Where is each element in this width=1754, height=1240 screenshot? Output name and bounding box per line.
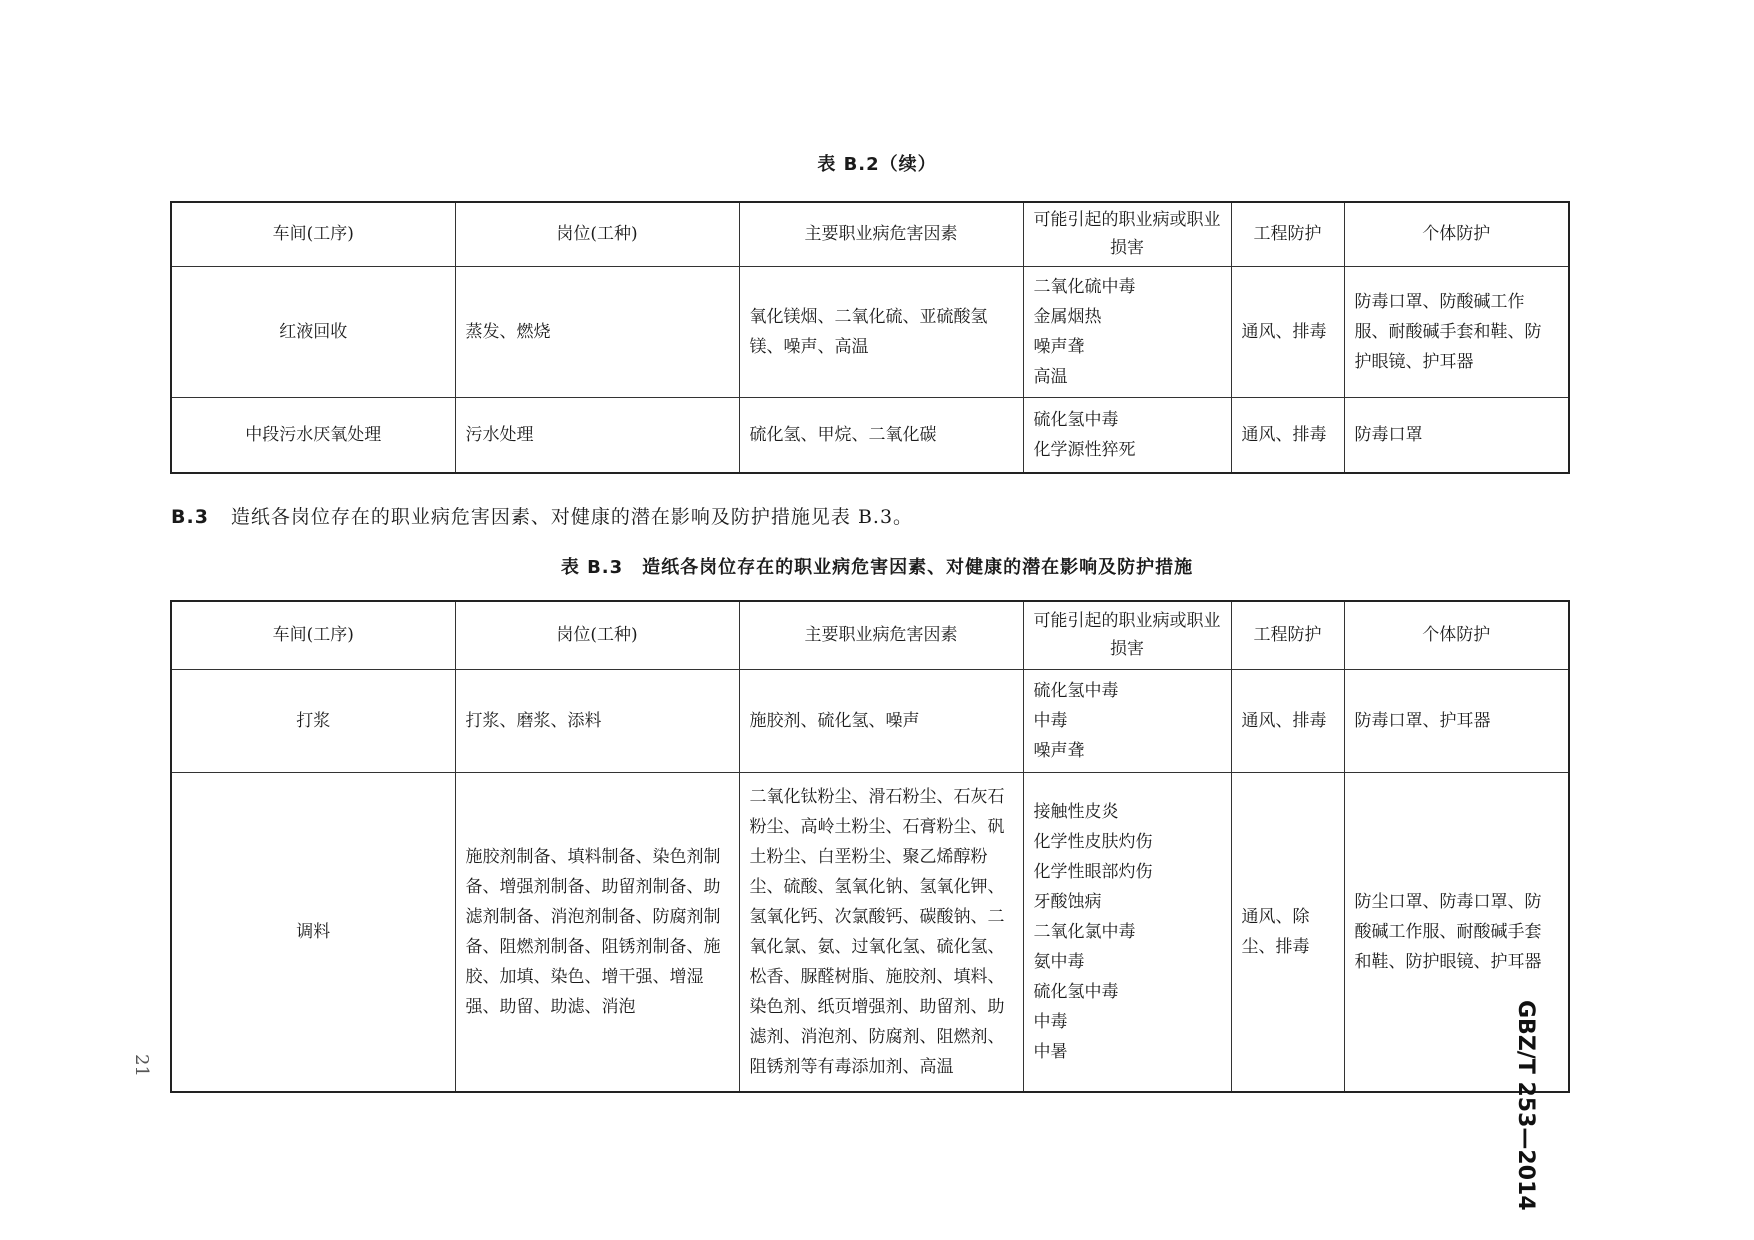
header-hazards: 主要职业病危害因素 [739, 202, 1023, 266]
header-personal: 个体防护 [1344, 601, 1569, 669]
cell-engineering: 通风、排毒 [1231, 669, 1344, 772]
header-post: 岗位(工种) [455, 202, 739, 266]
table-b2 [170, 201, 1570, 474]
cell-workshop: 中段污水厌氧处理 [171, 397, 455, 473]
cell-post: 打浆、磨浆、添料 [455, 669, 739, 772]
header-personal: 个体防护 [1344, 202, 1569, 266]
header-workshop: 车间(工序) [171, 202, 455, 266]
cell-workshop: 调料 [171, 772, 455, 1092]
header-hazards: 主要职业病危害因素 [739, 601, 1023, 669]
table-b3 [170, 600, 1570, 1093]
cell-hazards: 氧化镁烟、二氧化硫、亚硫酸氢镁、噪声、高温 [739, 266, 1023, 397]
table-row [171, 669, 1569, 772]
cell-hazards: 施胶剂、硫化氢、噪声 [739, 669, 1023, 772]
cell-hazards: 二氧化钛粉尘、滑石粉尘、石灰石粉尘、高岭土粉尘、石膏粉尘、矾土粉尘、白垩粉尘、聚乙烯醇粉尘、硫酸、氢氧化钠、氢氧化钾、氢氧化钙、次氯酸钙、碳酸钠、二氧化氯、氨、过氧化氢、硫化氢、松香、脲醛树脂、施胶剂、填料、染色剂、纸页增强剂、助留剂、助滤剂、消泡剂、防腐剂、阻燃剂、阻锈剂等有毒添加剂、高温 [739, 772, 1023, 1092]
cell-post: 蒸发、燃烧 [455, 266, 739, 397]
cell-workshop: 打浆 [171, 669, 455, 772]
table-row [171, 266, 1569, 397]
header-diseases: 可能引起的职业病或职业损害 [1023, 202, 1231, 266]
header-workshop: 车间(工序) [171, 601, 455, 669]
section-b3-paragraph [171, 502, 913, 529]
cell-personal: 防毒口罩 [1344, 397, 1569, 473]
header-diseases: 可能引起的职业病或职业损害 [1023, 601, 1231, 669]
table-b3-header-row [171, 601, 1569, 669]
cell-hazards: 硫化氢、甲烷、二氧化碳 [739, 397, 1023, 473]
cell-diseases: 二氧化硫中毒 金属烟热 噪声聋 高温 [1023, 266, 1231, 397]
cell-engineering: 通风、除尘、排毒 [1231, 772, 1344, 1092]
cell-personal: 防尘口罩、防毒口罩、防酸碱工作服、耐酸碱手套和鞋、防护眼镜、护耳器 [1344, 772, 1569, 1092]
cell-engineering: 通风、排毒 [1231, 266, 1344, 397]
header-post: 岗位(工种) [455, 601, 739, 669]
standard-code: GBZ/T 253—2014 [1513, 1000, 1538, 1211]
table-row [171, 772, 1569, 1092]
table-b2-caption: 表 B.2（续） [817, 154, 937, 175]
page-number: 21 [130, 1054, 152, 1077]
table-b2-header-row [171, 202, 1569, 266]
section-text: 造纸各岗位存在的职业病危害因素、对健康的潜在影响及防护措施见表 B.3。 [230, 506, 914, 528]
table-b3-caption: 表 B.3 造纸各岗位存在的职业病危害因素、对健康的潜在影响及防护措施 [560, 557, 1194, 578]
cell-workshop: 红液回收 [171, 266, 455, 397]
cell-personal: 防毒口罩、防酸碱工作服、耐酸碱手套和鞋、防护眼镜、护耳器 [1344, 266, 1569, 397]
cell-diseases: 接触性皮炎 化学性皮肤灼伤 化学性眼部灼伤 牙酸蚀病 二氧化氯中毒 氨中毒 硫化氢中毒 中毒 中暑 [1023, 772, 1231, 1092]
header-engineering: 工程防护 [1231, 601, 1344, 669]
cell-post: 施胶剂制备、填料制备、染色剂制备、增强剂制备、助留剂制备、助滤剂制备、消泡剂制备、防腐剂制备、阻燃剂制备、阻锈剂制备、施胶、加填、染色、增干强、增湿强、助留、助滤、消泡 [455, 772, 739, 1092]
cell-engineering: 通风、排毒 [1231, 397, 1344, 473]
cell-diseases: 硫化氢中毒 化学源性猝死 [1023, 397, 1231, 473]
section-number: B.3 [171, 506, 209, 528]
cell-diseases: 硫化氢中毒 中毒 噪声聋 [1023, 669, 1231, 772]
header-engineering: 工程防护 [1231, 202, 1344, 266]
cell-personal: 防毒口罩、护耳器 [1344, 669, 1569, 772]
cell-post: 污水处理 [455, 397, 739, 473]
table-row [171, 397, 1569, 473]
